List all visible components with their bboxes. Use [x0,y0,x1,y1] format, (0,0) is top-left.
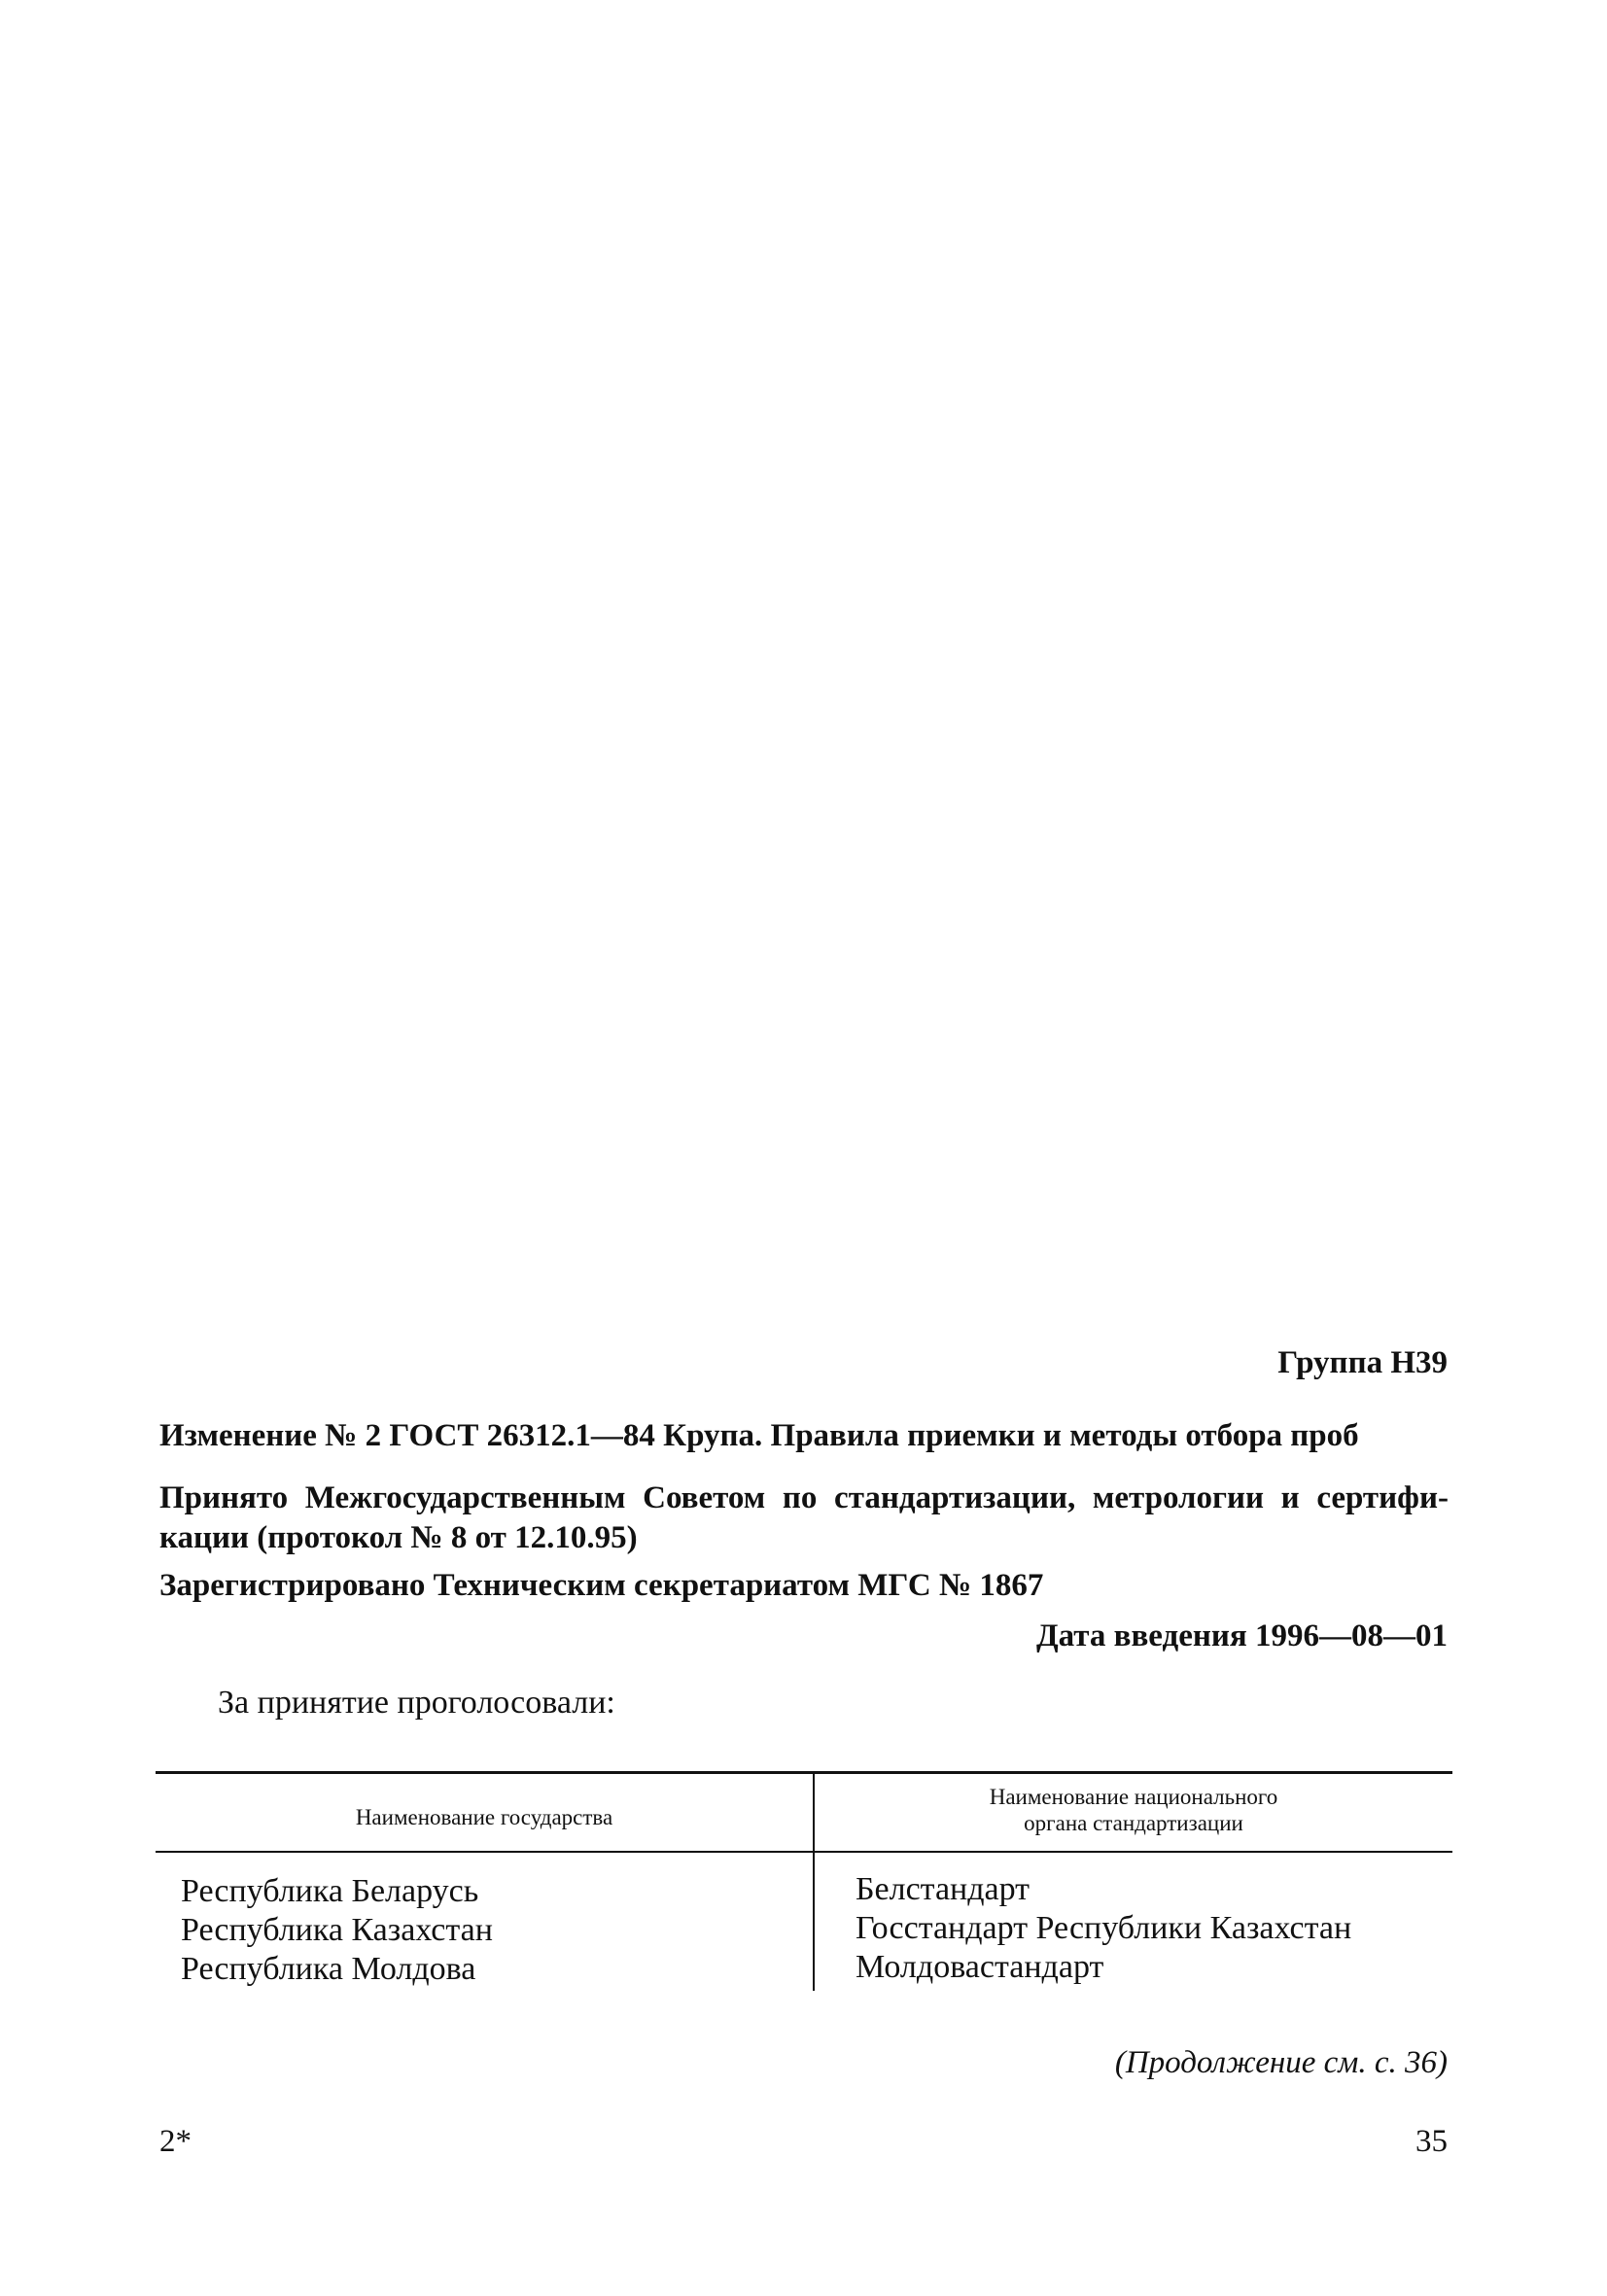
table-header-rule [156,1851,1452,1853]
table-top-rule [156,1771,1452,1774]
header-national-body [815,1784,1452,1836]
table-row-body: Молдовастандарт [856,1949,1104,1985]
page-number: 35 [1415,2124,1448,2159]
state-column [181,1872,493,1989]
registration-statement: Зарегистрировано Техническим секретариатом МГС № 1867 [159,1568,1044,1603]
table-row-body: Госстандарт Республики Казахстан [856,1910,1352,1946]
header-national-body-line1: Наименование национального [989,1785,1278,1809]
header-state: Наименование государства [355,1805,613,1829]
voted-label: За принятие проголосовали: [218,1685,615,1721]
introduction-date: Дата введения 1996—08—01 [1035,1618,1448,1653]
table-row-state: Республика Казахстан [181,1912,493,1948]
header-national-body-line2: органа стандартизации [1024,1811,1243,1835]
table-row-state: Республика Молдова [181,1951,476,1987]
amendment-title: Изменение № 2 ГОСТ 26312.1—84 Крупа. Правила приемки и методы отбора проб [159,1418,1359,1453]
signature-mark: 2* [159,2124,192,2159]
classification-group: Группа Н39 [1277,1345,1448,1380]
national-body-column [856,1870,1351,1987]
continuation-note: (Продолжение см. с. 36) [1114,2045,1448,2080]
voting-table [156,1771,1452,1995]
adoption-statement: Принято Межгосударственным Советом по стандартизации, метрологии и сертификации (протокол № 8 от 12.10.95) [159,1480,1449,1555]
table-row-state: Республика Беларусь [181,1873,479,1909]
table-row-body: Белстандарт [856,1871,1031,1907]
